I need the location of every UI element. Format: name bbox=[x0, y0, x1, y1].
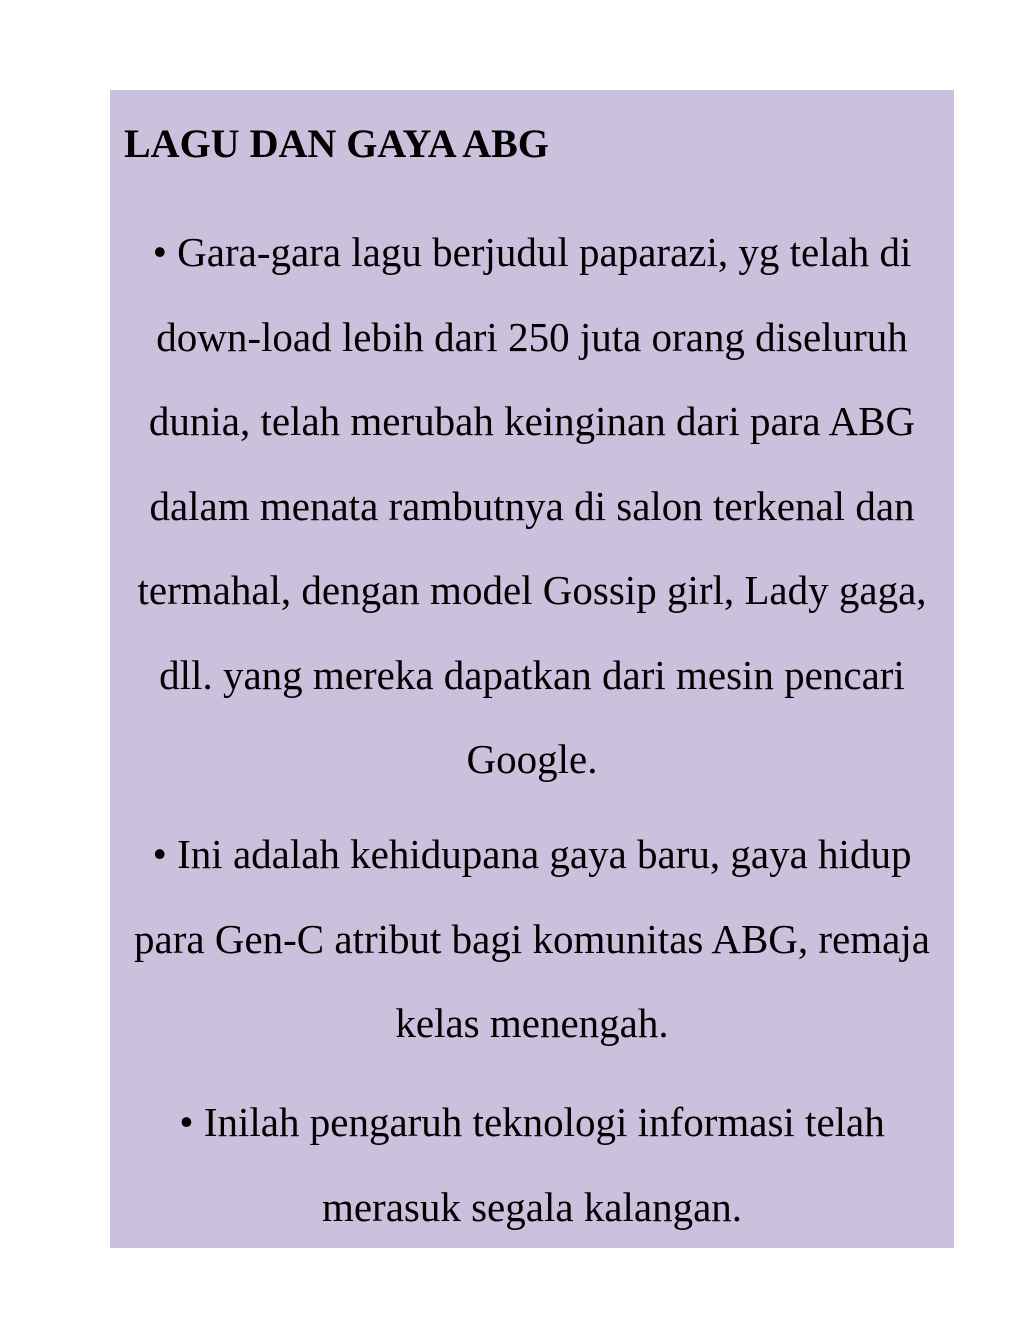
page-title: LAGU DAN GAYA ABG bbox=[124, 121, 549, 166]
bullet-paragraph-1: • Gara-gara lagu berjudul paparazi, yg telah di down-load lebih dari 250 juta orang diseluruh dunia, telah merubah keinginan dari para ABG dalam menata rambutnya di salon terkenal dan termahal, dengan model Gossip girl, Lady gaga, dll. yang mereka dapatkan dari mesin pencari Google. bbox=[137, 229, 927, 782]
content-panel bbox=[110, 90, 954, 1248]
bullet-paragraph-3: • Inilah pengaruh teknologi informasi telah merasuk segala kalangan. bbox=[179, 1099, 885, 1230]
bullet-paragraph-2: • Ini adalah kehidupana gaya baru, gaya hidup para Gen-C atribut bagi komunitas ABG, remaja kelas menengah. bbox=[134, 831, 930, 1046]
